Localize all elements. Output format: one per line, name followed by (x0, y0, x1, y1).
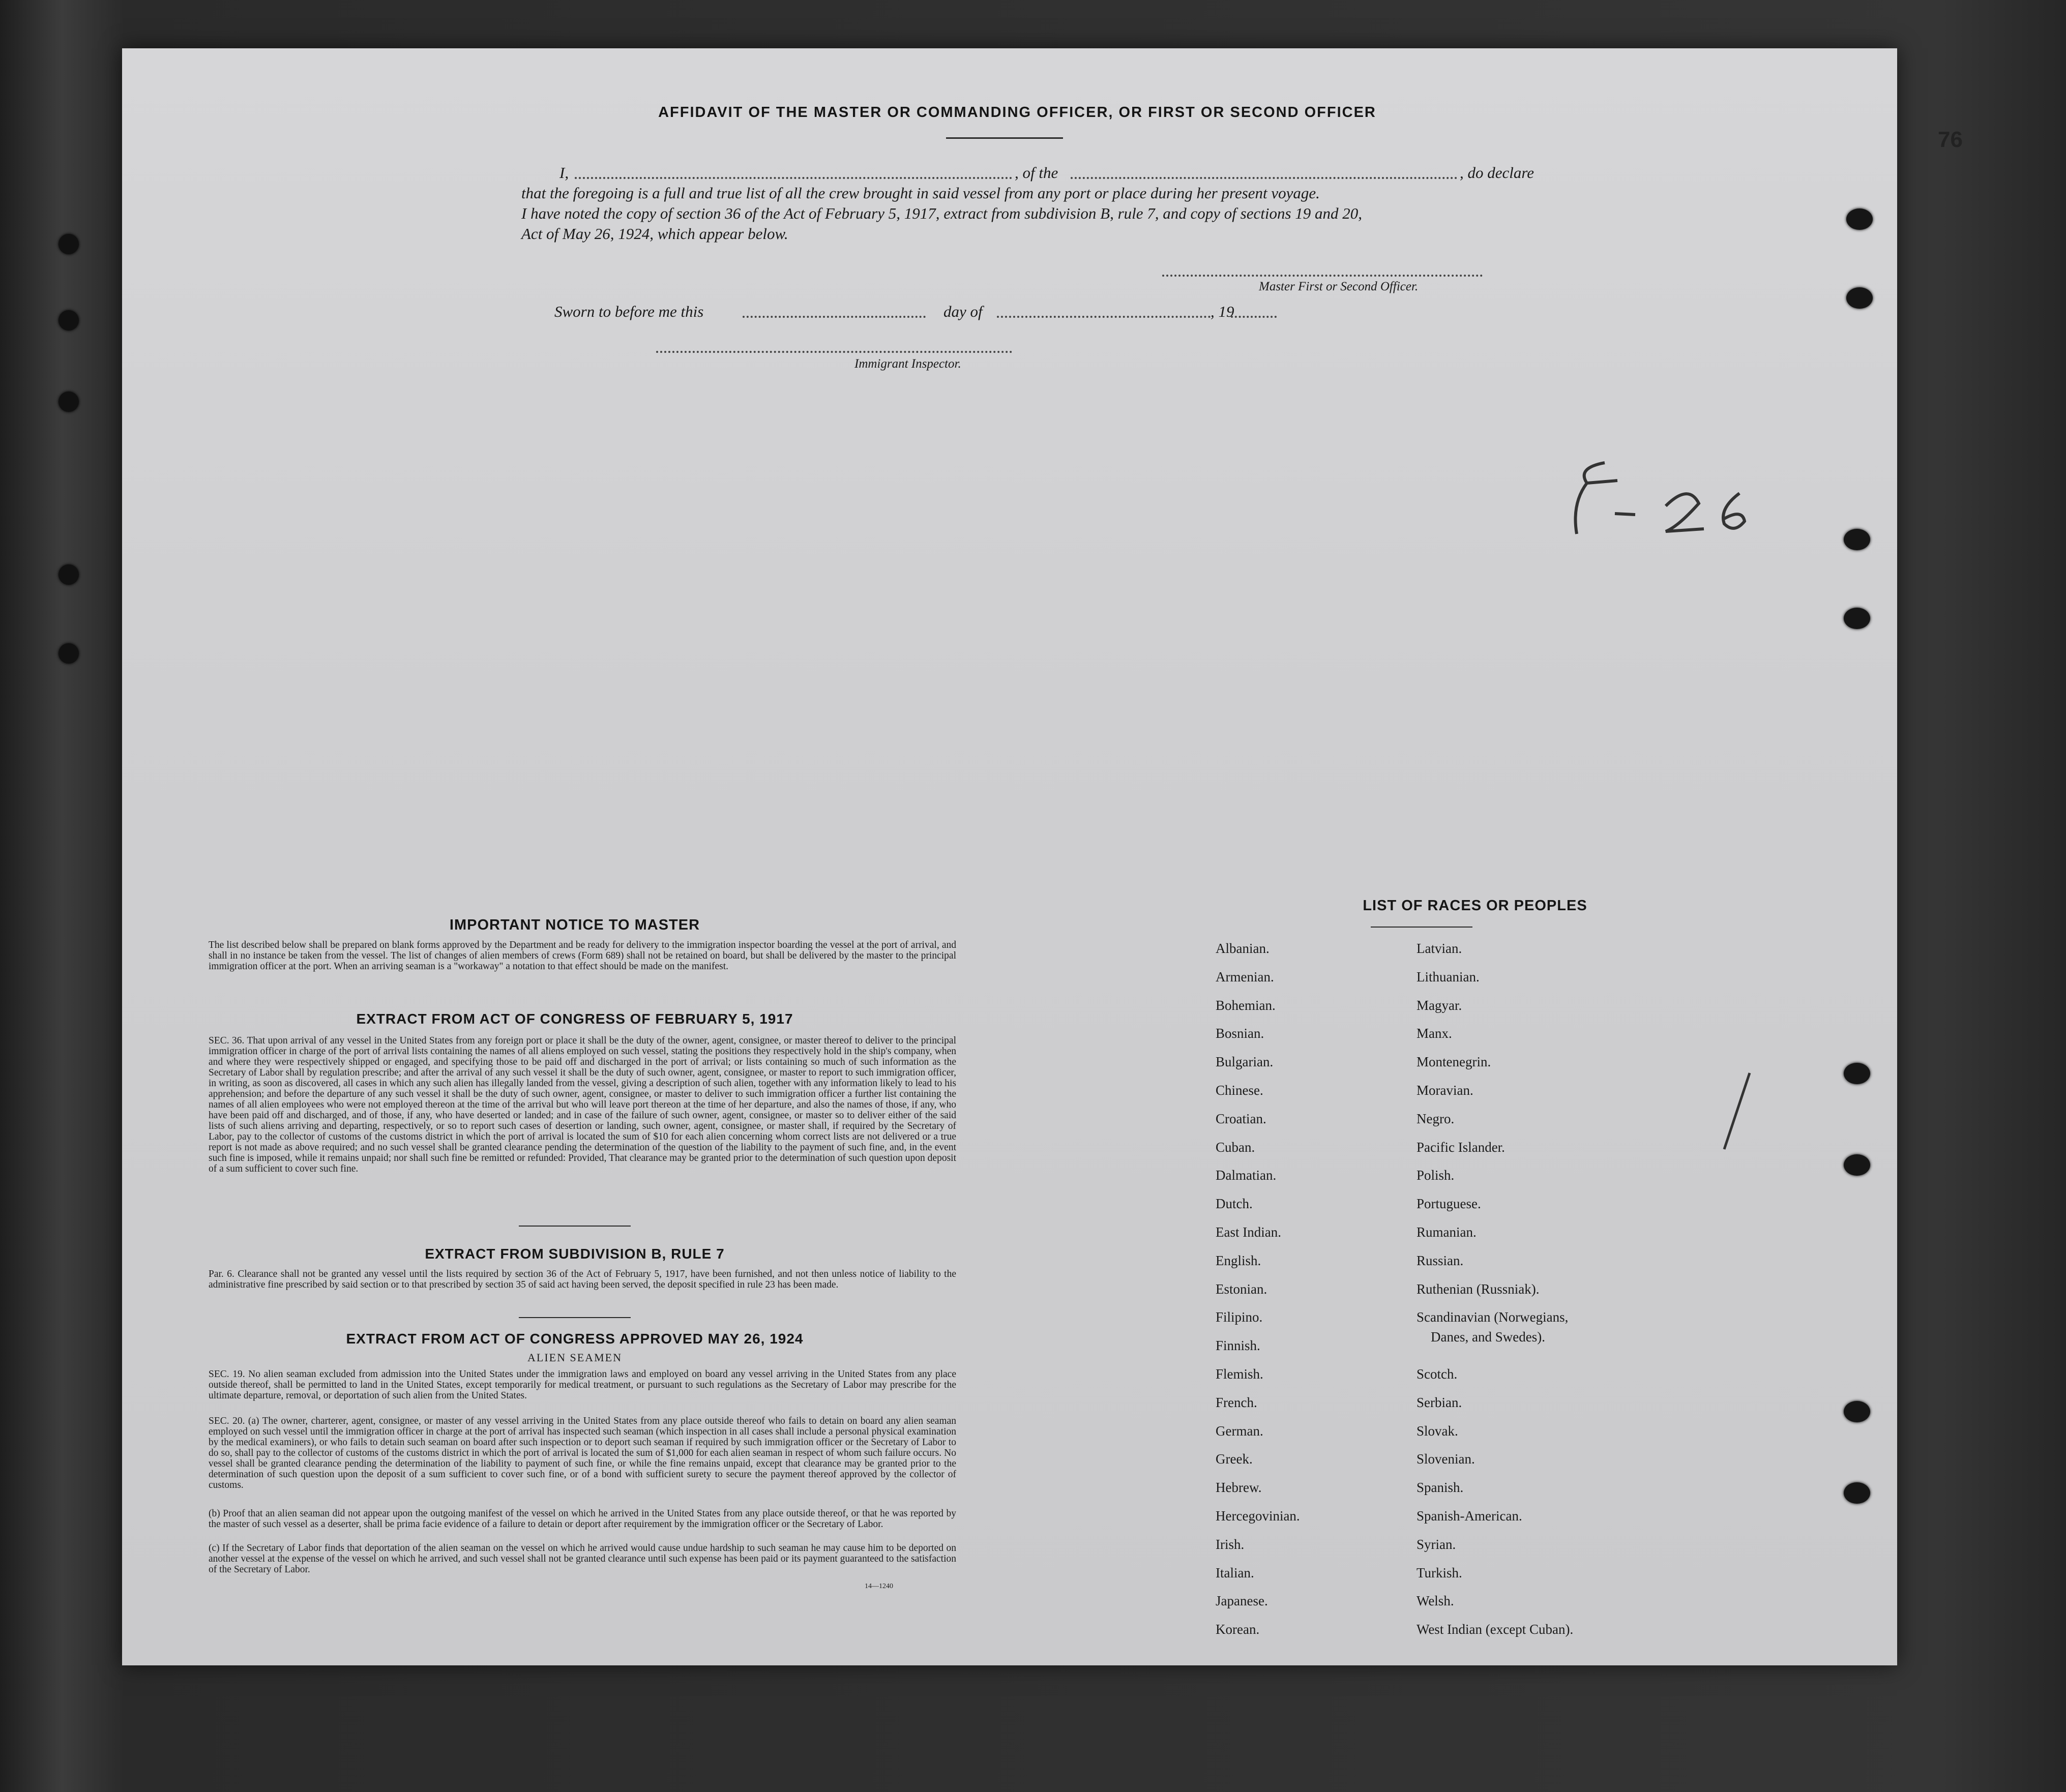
races-title: LIST OF RACES OR PEOPLES (1363, 898, 1587, 914)
race-item: Chinese. (1216, 1083, 1263, 1098)
race-item: Latvian. (1416, 941, 1462, 956)
notice-body: The list described below shall be prepared on blank forms approved by the Department and be ready for delivery to the immigration inspector boarding the vessel at the port of arrival, and shall in no instance be taken from the vessel. The list of changes of alien members of crews (Form 689) shall not be retained on board, but shall be delivered by the master to the principal immigration officer at the port. When an arriving seaman is a "workaway" a notation to that effect should be made on the manifest. (209, 940, 956, 972)
race-item: Greek. (1216, 1451, 1253, 1467)
binder-hole (1846, 287, 1873, 309)
subdivision-title: EXTRACT FROM SUBDIVISION B, RULE 7 (425, 1246, 725, 1262)
inspector-label: Immigrant Inspector. (854, 357, 961, 371)
race-item: Rumanian. (1416, 1224, 1477, 1240)
title-divider (946, 137, 1063, 139)
name-blank (575, 177, 1012, 179)
race-item: Magyar. (1416, 997, 1462, 1013)
sec20b-body: (b) Proof that an alien seaman did not appear upon the outgoing manifest of the vessel on which he arrived in the United States from any place outside thereof, or that he was reported by the master of such vessel as a deserter, shall be prima facie evidence of a failure to detain or deport after requirement by the immigration officer or the Secretary of Labor. (209, 1508, 956, 1530)
binder-hole (1846, 208, 1873, 230)
section-divider (519, 1226, 631, 1227)
race-item: Estonian. (1216, 1281, 1267, 1297)
binder-hole (1844, 1482, 1870, 1504)
extract-1917-title: EXTRACT FROM ACT OF CONGRESS OF FEBRUARY 5, 1917 (356, 1011, 793, 1027)
race-item: English. (1216, 1252, 1261, 1268)
section-divider (519, 1317, 631, 1318)
race-item: Hercegovinian. (1216, 1508, 1300, 1524)
binder-hole (58, 564, 79, 585)
race-item: Lithuanian. (1416, 969, 1480, 984)
form-number: 14—1240 (865, 1582, 893, 1590)
race-item: Bulgarian. (1216, 1054, 1274, 1070)
alien-seamen-subtitle: ALIEN SEAMEN (527, 1351, 622, 1364)
binder-hole (58, 392, 79, 412)
subdivision-body: Par. 6. Clearance shall not be granted any vessel until the lists required by section 36 of the Act of February 5, 1917, have been furnished, and not then unless notice of liability to the administrative fine prescribed by said section or to that prescribed by section 35 of said act having been served, the deposit specified in rule 23 has been made. (209, 1269, 956, 1290)
binder-hole (1844, 1063, 1870, 1084)
race-item: Syrian. (1416, 1536, 1456, 1552)
race-item: Bohemian. (1216, 997, 1276, 1013)
affidavit-line-3: I have noted the copy of section 36 of the Act of February 5, 1917, extract from subdivision B, rule 7, and copy of sections 19 and 20, (521, 204, 1363, 222)
race-item: Moravian. (1416, 1083, 1473, 1098)
race-item: Scandinavian (Norwegians, (1416, 1309, 1569, 1325)
race-item: Dalmatian. (1216, 1168, 1277, 1183)
race-item: Manx. (1416, 1026, 1452, 1041)
binder-hole (1844, 529, 1870, 550)
race-item: Filipino. (1216, 1309, 1263, 1325)
race-item: Flemish. (1216, 1366, 1263, 1382)
race-item: Pacific Islander. (1416, 1139, 1505, 1155)
handwritten-check-mark (1714, 1068, 1760, 1154)
race-item: Bosnian. (1216, 1026, 1264, 1041)
sec20a-body: SEC. 20. (a) The owner, charterer, agent, consignee, or master of any vessel arriving in the United States from any place outside thereof who fails to detain on board any alien seaman employed on such vessel until the immigration officer in charge at the port of arrival has inspected such seaman (which inspection in all cases shall include a personal physical examination by the medical examiners), or who fails to detain such seaman on board after such inspection or to deport such seaman if required by such immigration officer or the Secretary of Labor to do so, shall pay to the collector of customs of the customs district in which the port of arrival is located the sum of $1,000 for each alien seaman in respect of whom such failure occurs. No vessel shall be granted clearance pending the determination of the liability to payment of such fine, or while the fine remains unpaid, except that clearance may be granted prior to the determination of such question upon the deposit of a sum sufficient to cover such fine, or of a bond with sufficient surety to secure the payment thereof approved by the collector of customs. (209, 1416, 956, 1490)
binder-hole (58, 310, 79, 331)
year-text: , 19 (1211, 303, 1234, 320)
affidavit-line-4: Act of May 26, 1924, which appear below. (521, 225, 788, 243)
race-item: Slovak. (1416, 1423, 1458, 1439)
race-item: East Indian. (1216, 1224, 1281, 1240)
affidavit-line-2: that the foregoing is a full and true list of all the crew brought in said vessel from any port or place during her present voyage. (521, 184, 1320, 202)
affidavit-of-the: , of the (1015, 164, 1058, 182)
affidavit-declare: , do declare (1460, 164, 1534, 182)
affidavit-title: AFFIDAVIT OF THE MASTER OR COMMANDING OFFICER, OR FIRST OR SECOND OFFICER (658, 104, 1376, 121)
race-item: Cuban. (1216, 1139, 1255, 1155)
signature-label: Master First or Second Officer. (1259, 280, 1419, 293)
sec20c-body: (c) If the Secretary of Labor finds that deportation of the alien seaman on the vessel on which he arrived would cause undue hardship to such seaman he may cause him to be deported on another vessel at the expense of the vessel on which he arrived, and such vessel shall not be granted clearance until such expense has been paid or its payment guaranteed to the satisfaction of the Secretary of Labor. (209, 1543, 956, 1575)
race-item: Armenian. (1216, 969, 1274, 984)
race-item: Albanian. (1216, 941, 1270, 956)
race-item: Russian. (1416, 1252, 1464, 1268)
race-item: West Indian (except Cuban). (1416, 1622, 1574, 1637)
handwritten-text: E-26 (1556, 437, 1557, 438)
inspector-blank (656, 351, 1012, 353)
race-item: Serbian. (1416, 1394, 1462, 1410)
race-item: French. (1216, 1394, 1257, 1410)
page-number: 76 (1938, 127, 1963, 152)
binder-hole (58, 643, 79, 664)
race-item: German. (1216, 1423, 1263, 1439)
race-item: Polish. (1416, 1168, 1455, 1183)
race-item: Montenegrin. (1416, 1054, 1491, 1070)
race-item: Slovenian. (1416, 1451, 1475, 1467)
race-item: Scotch. (1416, 1366, 1458, 1382)
race-item: Spanish-American. (1416, 1508, 1522, 1524)
notice-title: IMPORTANT NOTICE TO MASTER (449, 917, 700, 933)
race-item: Croatian. (1216, 1111, 1266, 1126)
sec19-body: SEC. 19. No alien seaman excluded from admission into the United States under the immigration laws and employed on board any vessel arriving in the United States from any place outside thereof, shall be permitted to land in the United States, except temporarily for medical treatment, or pursuant to such regulations as the Secretary of Labor may prescribe for the ultimate departure, removal, or deportation of such alien from the United States. (209, 1369, 956, 1401)
race-item: Spanish. (1416, 1480, 1464, 1496)
race-item: Korean. (1216, 1622, 1260, 1637)
signature-blank (1162, 275, 1483, 277)
binder-hole (58, 234, 79, 254)
race-item: Japanese. (1216, 1593, 1268, 1609)
race-item: Italian. (1216, 1565, 1254, 1580)
extract-1924-title: EXTRACT FROM ACT OF CONGRESS APPROVED MAY 26, 1924 (346, 1331, 804, 1347)
sworn-line (554, 303, 1317, 328)
binder-hole (1844, 1154, 1870, 1176)
binder-hole (1844, 1401, 1870, 1422)
race-item: Turkish. (1416, 1565, 1462, 1580)
handwritten-note (1556, 437, 1801, 559)
race-item: Irish. (1216, 1536, 1245, 1552)
race-item: Dutch. (1216, 1196, 1253, 1212)
affidavit-i: I, (559, 164, 569, 182)
race-item: Hebrew. (1216, 1480, 1262, 1496)
vessel-blank (1071, 177, 1457, 179)
extract-1917-body: SEC. 36. That upon arrival of any vessel in the United States from any foreign port or place it shall be the duty of the owner, agent, consignee, or master thereof to deliver to the principal immigration officer in charge of the port of arrival lists containing the names of all aliens employed on such vessel, stating the positions they respectively hold in the ship's company, when and where they were respectively shipped or engaged, and specifying those to be paid off and discharged in the port of arrival; or lists containing so much of such information as the Secretary of Labor shall by regulation prescribe; and after the arrival of any such vessel it shall be the duty of such owner, agent, consignee, or master to report to such immigration officer, in writing, as soon as discovered, all cases in which any such alien has illegally landed from the vessel, giving a description of such alien, together with any information likely to lead to his apprehension; and before the departure of any such vessel it shall be the duty of such owner, agent, consignee, or master to deliver to such immigration officer a further list containing the names of all alien employees who were not employed thereon at the time of the arrival but who will leave port thereon at the time of her departure, and also the names of those, if any, who have been paid off and discharged, and of those, if any, who have deserted or landed; and in case of the failure of such owner, agent, consignee, or master so to deliver either of the said lists of such aliens arriving and departing, respectively, or so to report such cases of desertion or landing, such owner, agent, consignee, or master shall, if required by the Secretary of Labor, pay to the collector of customs of the customs district in which the port of arrival is located the sum of $10 for each alien concerning whom correct lists are not delivered or a true report is not made as above required; and no such vessel shall be granted clearance pending the determination of the question of the liability to the payment of such fine, and, in the event such fine is imposed, while it remains unpaid; nor shall such fine be remitted or refunded: Provided, That clearance may be granted prior to the determination of such question upon deposit of a sum sufficient to cover such fine. (209, 1035, 956, 1174)
race-item: Finnish. (1216, 1338, 1260, 1354)
month-blank (997, 316, 1211, 318)
race-item: Welsh. (1416, 1593, 1454, 1609)
binder-hole (1844, 608, 1870, 629)
year-blank (1231, 316, 1277, 318)
race-item: Danes, and Swedes). (1431, 1329, 1545, 1345)
race-item: Negro. (1416, 1111, 1455, 1126)
races-title-divider (1371, 927, 1472, 928)
day-of-text: day of (943, 303, 983, 320)
sworn-text: Sworn to before me this (554, 303, 704, 320)
race-item: Ruthenian (Russniak). (1416, 1281, 1540, 1297)
sworn-day-blank (743, 316, 926, 318)
race-item: Portuguese. (1416, 1196, 1481, 1212)
